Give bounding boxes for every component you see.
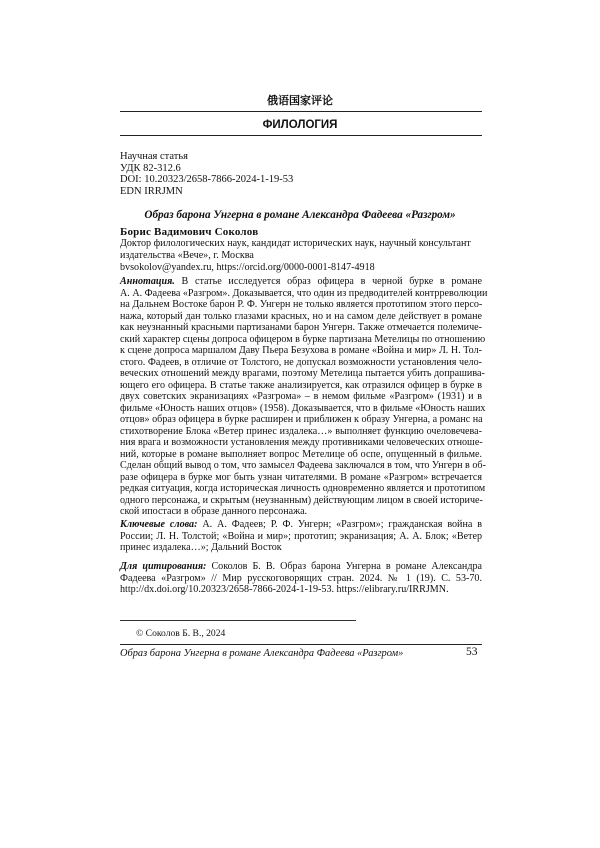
- abstract-line: разе офицера в бурке мог быть узнан читателями. В романе «Разгром» встречается: [120, 471, 482, 483]
- article-title: Образ барона Унгерна в романе Александра Фадеева «Разгром»: [144, 209, 456, 221]
- abstract-line: Аннотация. В статье исследуется образ офицера в черной бурке в романе: [120, 276, 482, 287]
- header-top-rule: [120, 111, 482, 112]
- author-affiliation: [120, 238, 482, 274]
- citation-line: Для цитирования: Соколов Б. В. Образ барона Унгерна в романе Александра: [120, 561, 482, 572]
- article-metadata: [120, 151, 293, 198]
- doi: DOI: 10.20323/2658-7866-2024-1-19-53: [120, 174, 294, 186]
- article-type: Научная статья: [120, 151, 188, 162]
- abstract-line: двух советских экранизациях «Разгрома» – в немом фильме «Разгром» (1931) и в: [120, 391, 482, 402]
- keywords: [120, 519, 482, 554]
- keywords-line: принес издалека…»; Дальний Восток: [120, 542, 282, 553]
- abstract-line: А. А. Фадеева «Разгром». Доказывается, что один из предводителей контрреволюции: [120, 287, 488, 299]
- udk-code: УДК 82-312.6: [120, 162, 181, 174]
- abstract-line: стого. Фадеев, в отличие от Толстого, не допускал возможности установления чело-: [120, 356, 482, 368]
- abstract-line: Сделан общий вывод о том, что замысел Фадеева заключался в том, что Унгерн в об-: [120, 460, 486, 471]
- citation-line: Фадеева «Разгром» // Мир русскоговорящих стран. 2024. № 1 (19). С. 53-70.: [120, 572, 482, 584]
- abstract-line: стихотворение Блока «Ветер принес издалека…» выполняет функцию очеловечева-: [120, 425, 482, 437]
- section-title: ФИЛОЛОГИЯ: [262, 119, 338, 131]
- abstract-line: ющего его офицера. В статье также анализируется, как отразился офицер в бурке в: [120, 379, 482, 391]
- keywords-label: Ключевые слова:: [120, 519, 198, 530]
- page-number: 53: [466, 646, 478, 658]
- abstract-line: веческих отношений между врагами, поэтому Метелица пытается убить допрашива-: [120, 368, 485, 379]
- abstract-line: одного персонажа, и скрытым (неузнанным) действующим лицом в своей историче-: [120, 494, 483, 506]
- abstract-label: Аннотация.: [120, 276, 175, 287]
- abstract-line: редкая ситуация, когда историческая личность одновременно является и прототипом: [120, 483, 486, 494]
- abstract-line: как неузнанный красными партизанами барон Унгерн. Также отмечается полемиче-: [120, 322, 482, 333]
- abstract: [120, 276, 488, 518]
- edn-code: EDN IRRJMN: [120, 186, 183, 198]
- citation: [120, 561, 482, 596]
- abstract-line: ния врага и возможности установления между противниками человеческих отноше-: [120, 437, 483, 448]
- author-name: Борис Вадимович Соколов: [120, 226, 259, 238]
- keywords-line: России; Л. Н. Толстой; «Война и мир»; прототип; экранизация; А. А. Блок; «Ветер: [120, 530, 482, 542]
- footer-rule: [120, 644, 482, 645]
- abstract-line: ский характер сцены допроса офицером в бурке партизана Метелицы по отношению: [120, 333, 486, 345]
- affiliation-line: издательства «Вече», г. Москва: [120, 249, 254, 261]
- copyright-note: © Соколов Б. В., 2024: [136, 628, 226, 639]
- journal-header: 俄语国家评论: [267, 94, 333, 107]
- affiliation-line: Доктор филологических наук, кандидат исторических наук, научный консультант: [120, 237, 471, 249]
- abstract-line: на Дальнем Востоке барон Р. Ф. Унгерн не только является прототипом этого персо-: [120, 299, 483, 310]
- citation-line: http://dx.doi.org/10.20323/2658-7866-2024-1-19-53. https://elibrary.ru/IRRJMN.: [120, 584, 449, 595]
- abstract-line: фильме «Юность наших отцов» (1958). Доказывается, что в фильме «Юность наших: [120, 402, 486, 414]
- author-contacts: bvsokolov@yandex.ru, https://orcid.org/0000-0001-8147-4918: [120, 261, 375, 273]
- header-bottom-rule: [120, 135, 482, 136]
- abstract-line: нажа, который дан только глазами красных, но и на самом деле действует в романе: [120, 310, 482, 322]
- abstract-line: ний, которые в романе выполняет вопрос Метелице об оспе, опущенный в фильме.: [120, 448, 482, 460]
- abstract-line: ской ипостаси в образе данного персонажа.: [120, 506, 308, 517]
- citation-label: Для цитирования:: [120, 561, 207, 572]
- keywords-line: Ключевые слова: А. А. Фадеев; Р. Ф. Унгерн; «Разгром»; гражданская война в: [120, 519, 482, 530]
- running-title: Образ барона Унгерна в романе Александра Фадеева «Разгром»: [120, 648, 404, 659]
- abstract-line: отцов» образ офицера в бурке расширен и приближен к образу Унгерна, а романс на: [120, 414, 483, 425]
- footnote-rule: [120, 620, 356, 621]
- abstract-line: к сцене допроса маршалом Даву Пьера Безухова в романе «Война и мир» Л. Н. Тол-: [120, 345, 482, 356]
